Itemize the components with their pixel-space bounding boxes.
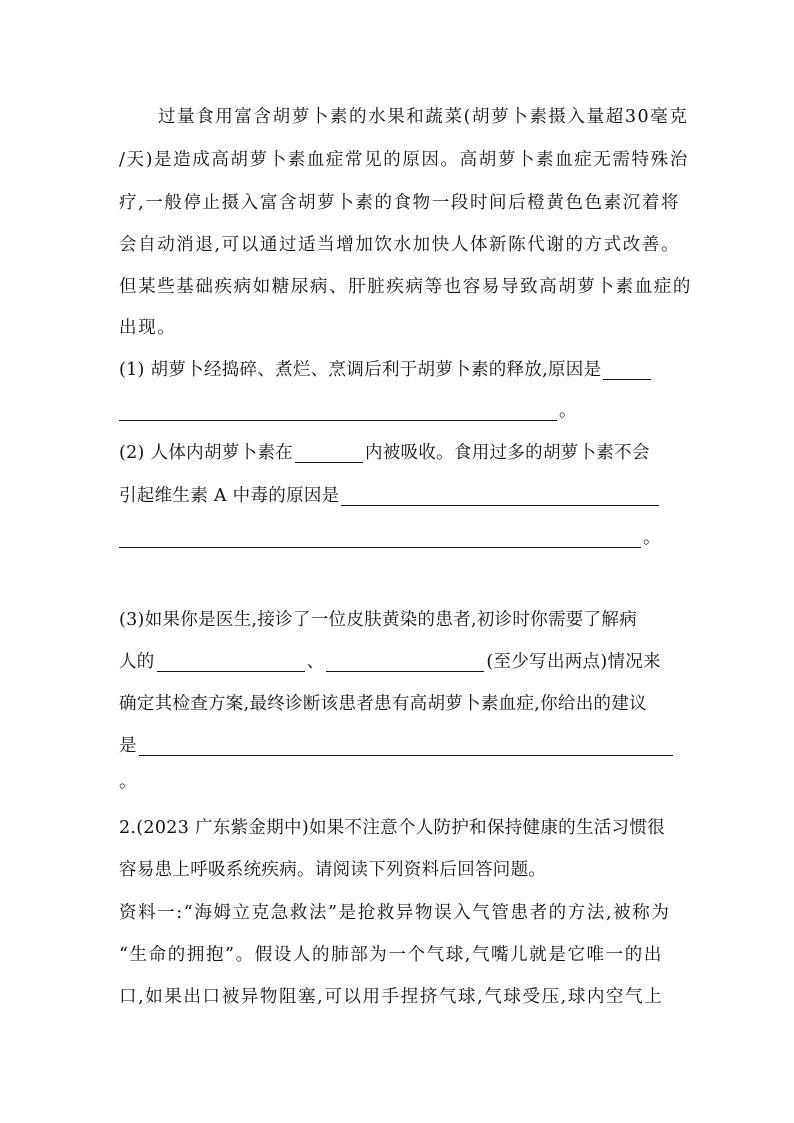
passage-line-3: 疗,一般停止摄入富含胡萝卜素的食物一段时间后橙黄色色素沉着将 [119, 193, 681, 213]
question-heading-2: 2.(2023 广东紫金期中)如果不注意个人防护和保持健康的生活习惯很 [119, 818, 665, 838]
question-3-text-b: 人的 [119, 652, 155, 672]
answer-blank[interactable] [603, 361, 651, 380]
question-2-text-a: (2) 人体内胡萝卜素在 [119, 443, 293, 463]
question-3-line-2 [119, 652, 675, 672]
answer-blank[interactable] [119, 529, 641, 548]
answer-blank[interactable] [295, 444, 363, 463]
period: 。 [643, 528, 661, 548]
question-1-continuation [119, 401, 675, 421]
period: 。 [559, 401, 577, 421]
material-line-1: 资料一:“海姆立克急救法”是抢救异物误入气管患者的方法,被称为 [119, 903, 671, 923]
passage-line-5: 但某些基础疾病如糖尿病、肝脏疾病等也容易导致高胡萝卜素血症的 [119, 277, 692, 297]
question-1-text: (1) 胡萝卜经捣碎、煮烂、烹调后利于胡萝卜素的释放,原因是 [119, 360, 602, 380]
question-3-text-e: 是 [119, 736, 137, 756]
question-2-continuation [119, 528, 675, 548]
question-3-line-3: 确定其检查方案,最终诊断该患者患有高胡萝卜素血症,你给出的建议 [119, 694, 647, 714]
answer-blank[interactable] [341, 487, 659, 506]
answer-blank[interactable] [119, 402, 557, 421]
question-2-line-2 [119, 486, 675, 506]
answer-blank[interactable] [326, 653, 484, 672]
passage-line-1: 过量食用富含胡萝卜素的水果和蔬菜(胡萝卜素摄入量超30毫克 [158, 107, 689, 127]
question-3: (3)如果你是医生,接诊了一位皮肤黄染的患者,初诊时你需要了解病 [119, 610, 638, 630]
material-line-3: 口,如果出口被异物阻塞,可以用手捏挤气球,气球受压,球内空气上 [119, 987, 664, 1007]
question-3-text-c: (至少写出两点)情况来 [486, 652, 661, 672]
passage-line-4: 会自动消退,可以通过适当增加饮水加快人体新陈代谢的方式改善。 [119, 235, 681, 255]
passage-line-2: /天)是造成高胡萝卜素血症常见的原因。高胡萝卜素血症无需特殊治 [119, 150, 689, 170]
question-3-end: 。 [119, 772, 137, 792]
material-line-2: “生命的拥抱”。假设人的肺部为一个气球,气嘴儿就是它唯一的出 [119, 945, 663, 965]
passage-line-6: 出现。 [119, 318, 177, 338]
question-2-text-b: 内被吸收。食用过多的胡萝卜素不会 [364, 443, 650, 463]
answer-blank[interactable] [139, 737, 673, 756]
separator: 、 [306, 652, 325, 672]
question-heading-2-line-2: 容易患上呼吸系统疾病。请阅读下列资料后回答问题。 [119, 860, 547, 880]
question-1 [119, 360, 675, 380]
question-3-line-4 [119, 736, 675, 756]
question-2-text-c: 引起维生素 A 中毒的原因是 [119, 486, 340, 506]
answer-blank[interactable] [157, 653, 305, 672]
question-2 [119, 443, 675, 463]
